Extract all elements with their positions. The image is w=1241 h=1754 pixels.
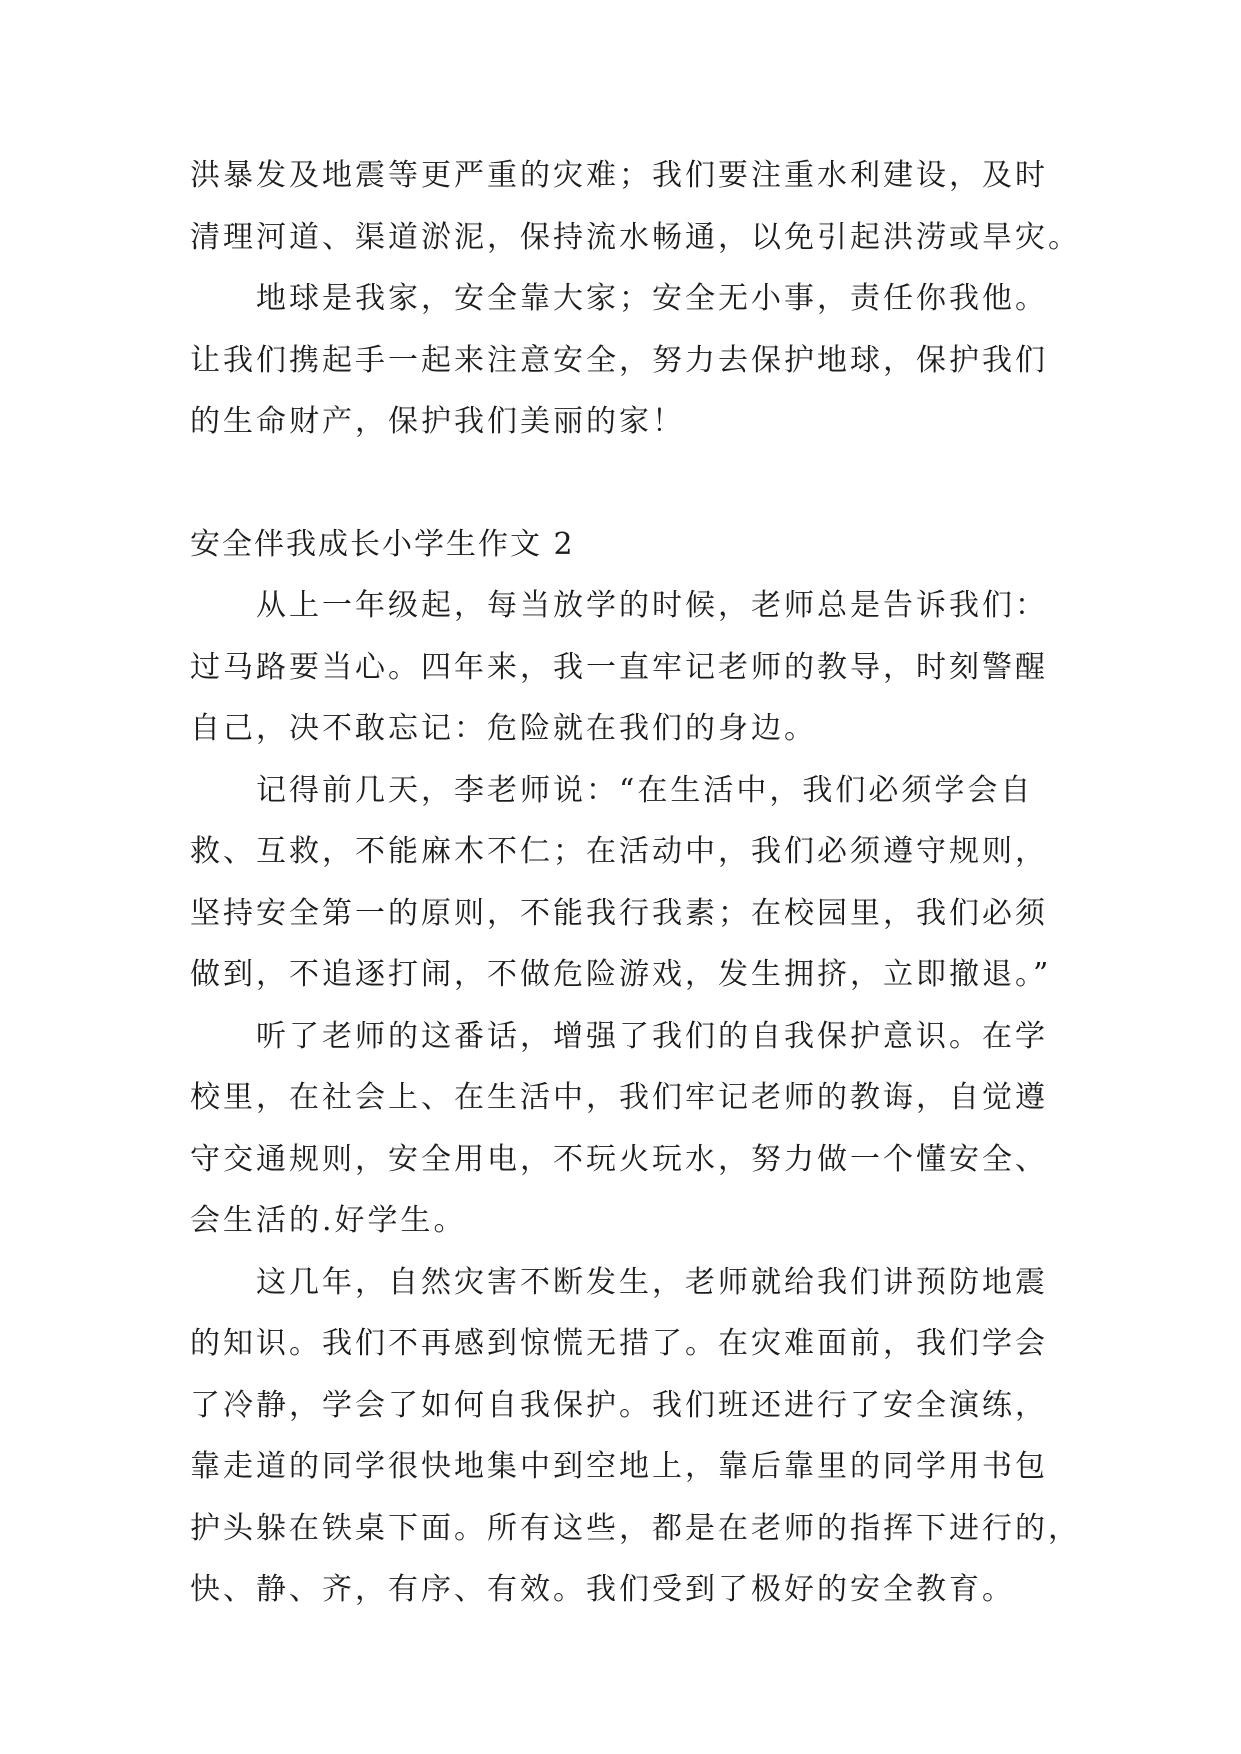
text-line: 会生活的.好学生。 (190, 1203, 467, 1238)
text-line: 自己，决不敢忘记：危险就在我们的身边。 (190, 711, 817, 746)
text-line: 从上一年级起，每当放学的时候，老师总是告诉我们： (256, 588, 1048, 623)
text-line: 听了老师的这番话，增强了我们的自我保护意识。在学 (256, 1018, 1048, 1054)
text-line: 靠走道的同学很快地集中到空地上，靠后靠里的同学用书包 (190, 1449, 1048, 1484)
paragraph (190, 760, 1070, 1006)
text-line: 了冷静，学会了如何自我保护。我们班还进行了安全演练， (190, 1387, 1048, 1423)
text-line: 让我们携起手一起来注意安全，努力去保护地球，保护我们 (190, 342, 1048, 378)
essay-title: 安全伴我成长小学生作文 2 (190, 526, 575, 562)
text-line: 救、互救，不能麻木不仁；在活动中，我们必须遵守规则， (190, 834, 1048, 869)
text-line: 洪暴发及地震等更严重的灾难；我们要注重水利建设，及时 (190, 158, 1048, 193)
text-line: 过马路要当心。四年来，我一直牢记老师的教导，时刻警醒 (190, 649, 1048, 685)
section-gap (190, 453, 1070, 514)
paragraph (190, 575, 1070, 760)
text-line: 校里，在社会上、在生活中，我们牢记老师的教诲，自觉遵 (190, 1080, 1048, 1115)
text-line: 记得前几天，李老师说：“在生活中，我们必须学会自 (256, 772, 1034, 808)
text-line: 坚持安全第一的原则，不能我行我素；在校园里，我们必须 (190, 895, 1048, 931)
paragraph (190, 268, 1070, 453)
text-line: 护头躲在铁桌下面。所有这些，都是在老师的指挥下进行的， (190, 1510, 1081, 1546)
paragraph-continued (190, 145, 1081, 268)
text-line: 守交通规则，安全用电，不玩火玩水，努力做一个懂安全、 (190, 1141, 1048, 1177)
text-line: 地球是我家，安全靠大家；安全无小事，责任你我他。 (256, 281, 1048, 316)
text-line: 的生命财产，保护我们美丽的家！ (190, 404, 685, 439)
paragraph (190, 1252, 1081, 1621)
document-body (190, 145, 1081, 1621)
text-line: 这几年，自然灾害不断发生，老师就给我们讲预防地震 (256, 1264, 1048, 1300)
text-line: 清理河道、渠道淤泥，保持流水畅通，以免引起洪涝或旱灾。 (190, 219, 1081, 255)
text-line: 快、静、齐，有序、有效。我们受到了极好的安全教育。 (190, 1572, 1015, 1607)
text-line: 做到，不追逐打闹，不做危险游戏，发生拥挤，立即撤退。” (190, 957, 1052, 992)
text-line: 的知识。我们不再感到惊慌无措了。在灾难面前，我们学会 (190, 1326, 1048, 1361)
paragraph (190, 1006, 1070, 1252)
